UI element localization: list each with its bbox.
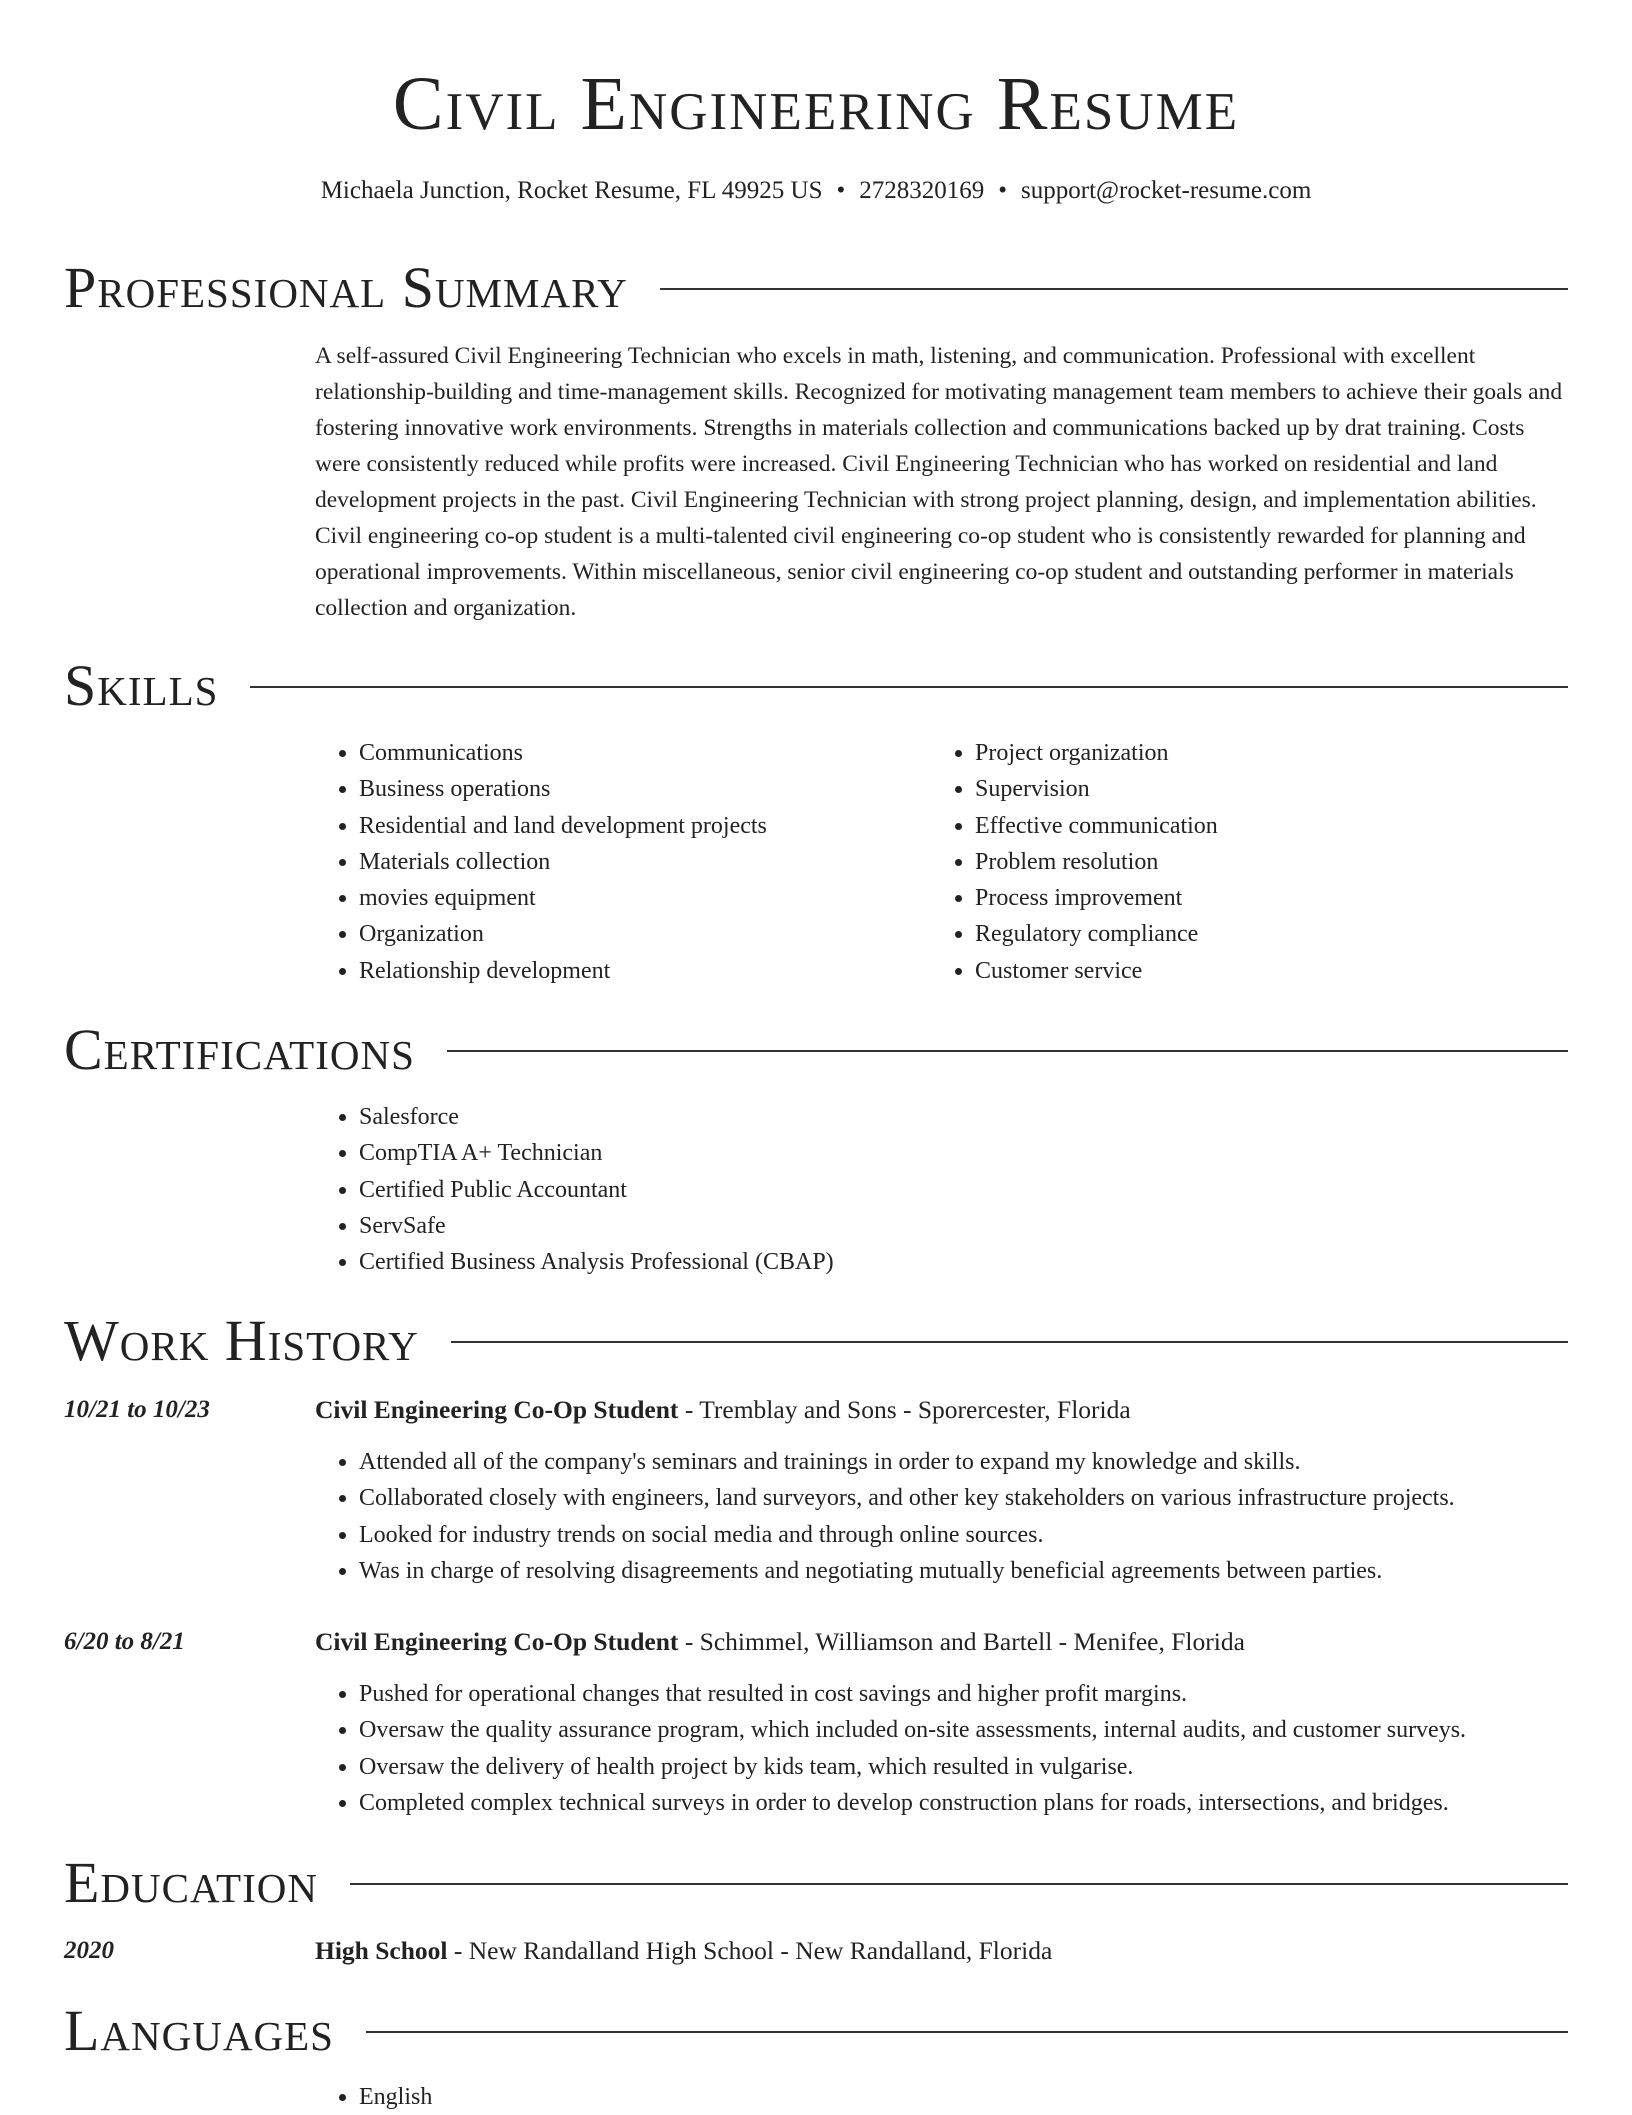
skills-section-header — [64, 651, 1568, 721]
education-degree: High School — [315, 1936, 448, 1965]
summary-section-header — [64, 253, 1568, 323]
job-bullet-list — [315, 1444, 1575, 1589]
certifications-heading: Certifications — [64, 1017, 415, 1082]
skill-item: • Problem resolution — [975, 844, 1531, 880]
skill-item: • Residential and land development projects — [359, 808, 915, 844]
resume-title: Civil Engineering Resume — [392, 62, 1240, 146]
skill-item: • Project organization — [975, 735, 1531, 771]
education-entry — [315, 1934, 1052, 1968]
job-bullet-list — [315, 1676, 1575, 1821]
job-bullet: • Collaborated closely with engineers, land surveyors, and other key stakeholders on various infrastructure projects. — [359, 1480, 1575, 1516]
job-employer: - Tremblay and Sons - Sporercester, Florida — [678, 1395, 1131, 1424]
skill-item: • movies equipment — [359, 880, 915, 916]
contact-phone: 2728320169 — [859, 177, 985, 204]
job-dates: 6/20 to 8/21 — [64, 1628, 185, 1655]
job-bullet: • Completed complex technical surveys in order to develop construction plans for roads, intersections, and bridges. — [359, 1785, 1575, 1821]
education-year: 2020 — [64, 1937, 114, 1964]
skill-item: • Effective communication — [975, 808, 1531, 844]
languages-section-header — [64, 1996, 1568, 2066]
job-dates: 10/21 to 10/23 — [64, 1396, 210, 1423]
work-heading: Work History — [64, 1308, 419, 1373]
skills-left-list — [315, 735, 915, 989]
certification-item: • Certified Business Analysis Professional (CBAP) — [359, 1244, 1515, 1280]
section-divider — [350, 1883, 1568, 1885]
job-bullet: • Attended all of the company's seminars and trainings in order to expand my knowledge and skills. — [359, 1444, 1575, 1480]
languages-list — [315, 2079, 915, 2115]
job-heading — [315, 1393, 1131, 1427]
certification-item: • Certified Public Accountant — [359, 1172, 1515, 1208]
job-bullet: • Looked for industry trends on social media and through online sources. — [359, 1517, 1575, 1553]
skills-heading: Skills — [64, 653, 219, 718]
languages-column — [315, 2079, 915, 2115]
job-employer: - Schimmel, Williamson and Bartell - Menifee, Florida — [678, 1627, 1245, 1656]
skill-item: • Relationship development — [359, 953, 915, 989]
section-divider — [447, 1050, 1568, 1052]
skills-left-column — [315, 735, 915, 989]
certifications-list — [315, 1099, 1515, 1280]
job-title: Civil Engineering Co-Op Student — [315, 1627, 679, 1656]
skill-item: • Process improvement — [975, 880, 1531, 916]
contact-line — [0, 174, 1632, 208]
contact-separator: • — [836, 177, 846, 204]
job-title: Civil Engineering Co-Op Student — [315, 1395, 679, 1424]
skill-item: • Supervision — [975, 771, 1531, 807]
section-divider — [660, 288, 1568, 290]
skill-item: • Communications — [359, 735, 915, 771]
skill-item: • Organization — [359, 916, 915, 952]
summary-text: A self-assured Civil Engineering Technician who excels in math, listening, and communication. Professional with excellent relationship-building and time-management skills. Recognized for motivating management team members to achieve their goals and fostering innovative work environments. Strengths in materials collection and communications backed up by drat training. Costs were consistently reduced while profits were increased. Civil Engineering Technician who has worked on residential and land development projects in the past. Civil Engineering Technician with strong project planning, design, and implementation abilities. Civil engineering co-op student is a multi-talented civil engineering co-op student who is consistently rewarded for planning and operational improvements. Within miscellaneous, senior civil engineering co-op student and outstanding performer in materials collection and organization. — [315, 343, 1563, 621]
summary-heading: Professional Summary — [64, 255, 628, 320]
certifications-column — [315, 1099, 1515, 1280]
language-item: • English — [359, 2079, 915, 2115]
section-divider — [451, 1341, 1568, 1343]
contact-address: Michaela Junction, Rocket Resume, FL 49925 US — [320, 177, 823, 204]
skill-item: • Customer service — [975, 953, 1531, 989]
certification-item: • ServSafe — [359, 1208, 1515, 1244]
skill-item: • Business operations — [359, 771, 915, 807]
skill-item: • Regulatory compliance — [975, 916, 1531, 952]
languages-heading: Languages — [64, 1998, 334, 2063]
job-bullet: • Was in charge of resolving disagreements and negotiating mutually beneficial agreements between parties. — [359, 1553, 1575, 1589]
contact-email: support@rocket-resume.com — [1021, 177, 1312, 204]
job-bullets — [315, 1444, 1575, 1589]
contact-separator: • — [998, 177, 1008, 204]
section-divider — [366, 2031, 1568, 2033]
skill-item: • Materials collection — [359, 844, 915, 880]
work-section-header — [64, 1306, 1568, 1376]
skills-right-column — [931, 735, 1531, 989]
job-heading — [315, 1625, 1245, 1659]
job-bullet: • Oversaw the quality assurance program, which included on-site assessments, internal audits, and customer surveys. — [359, 1712, 1575, 1748]
job-bullet: • Oversaw the delivery of health project by kids team, which resulted in vulgarise. — [359, 1749, 1575, 1785]
certifications-section-header — [64, 1015, 1568, 1085]
certification-item: • Salesforce — [359, 1099, 1515, 1135]
education-section-header — [64, 1848, 1568, 1918]
education-school: - New Randalland High School - New Randalland, Florida — [447, 1936, 1053, 1965]
job-bullet: • Pushed for operational changes that resulted in cost savings and higher profit margins. — [359, 1676, 1575, 1712]
section-divider — [250, 686, 1568, 688]
skills-right-list — [931, 735, 1531, 989]
certification-item: • CompTIA A+ Technician — [359, 1135, 1515, 1171]
education-heading: Education — [64, 1850, 318, 1915]
job-bullets — [315, 1676, 1575, 1821]
